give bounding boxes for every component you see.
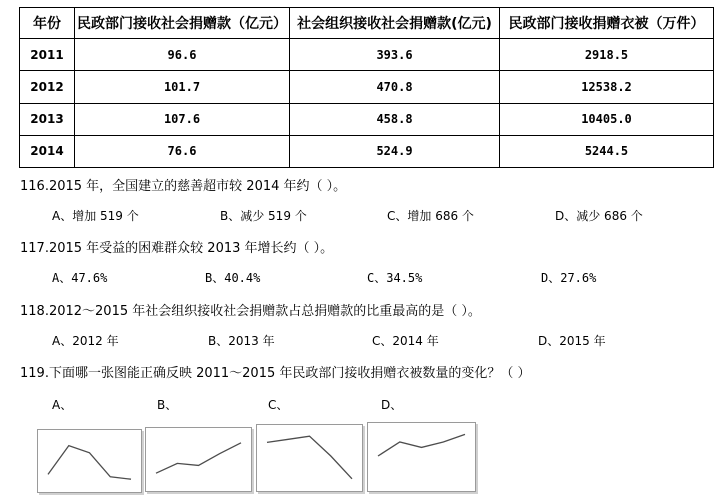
- option-a[interactable]: A、: [52, 398, 73, 412]
- option-c[interactable]: C、34.5%: [367, 271, 423, 285]
- table-cell: 470.8: [290, 71, 500, 103]
- mini-chart-c[interactable]: [256, 424, 363, 492]
- chart-line-c: [267, 436, 352, 479]
- data-table: [19, 7, 714, 168]
- mini-chart-a[interactable]: [37, 429, 142, 493]
- option-b[interactable]: B、2013 年: [208, 334, 275, 348]
- mini-chart-d[interactable]: [367, 422, 476, 492]
- table-row: [20, 71, 714, 103]
- mini-chart-b[interactable]: [145, 427, 252, 492]
- option-d[interactable]: D、: [381, 398, 403, 412]
- option-a[interactable]: A、增加 519 个: [52, 209, 139, 223]
- option-d[interactable]: D、2015 年: [538, 334, 606, 348]
- option-b[interactable]: B、40.4%: [205, 271, 261, 285]
- table-header-row: [20, 8, 714, 39]
- question-117: 117.2015 年受益的困难群众较 2013 年增长约（ ）。: [20, 241, 334, 256]
- header-civil-affairs-donations: 民政部门接收社会捐赠款（亿元）: [75, 8, 290, 39]
- option-a[interactable]: A、2012 年: [52, 334, 119, 348]
- option-c[interactable]: C、增加 686 个: [387, 209, 474, 223]
- option-b[interactable]: B、减少 519 个: [220, 209, 307, 223]
- option-d[interactable]: D、27.6%: [541, 271, 597, 285]
- table-cell: 2012: [20, 71, 75, 103]
- option-c[interactable]: C、: [268, 398, 289, 412]
- table-cell: 458.8: [290, 103, 500, 135]
- option-a[interactable]: A、47.6%: [52, 271, 108, 285]
- option-d[interactable]: D、减少 686 个: [555, 209, 643, 223]
- table-cell: 107.6: [75, 103, 290, 135]
- table-row: [20, 39, 714, 71]
- header-social-org-donations: 社会组织接收社会捐赠款(亿元): [290, 8, 500, 39]
- table-cell: 393.6: [290, 39, 500, 71]
- header-clothing-donations: 民政部门接收捐赠衣被（万件）: [500, 8, 714, 39]
- table-cell: 2013: [20, 103, 75, 135]
- option-b[interactable]: B、: [157, 398, 178, 412]
- table-cell: 96.6: [75, 39, 290, 71]
- table-cell: 524.9: [290, 135, 500, 167]
- question-118: 118.2012～2015 年社会组织接收社会捐赠款占总捐赠款的比重最高的是（ ）。: [20, 304, 481, 319]
- table-cell: 5244.5: [500, 135, 714, 167]
- table-row: [20, 135, 714, 167]
- question-116: 116.2015 年，全国建立的慈善超市较 2014 年约（ ）。: [20, 179, 347, 194]
- table-cell: 2918.5: [500, 39, 714, 71]
- header-year: 年份: [20, 8, 75, 39]
- chart-line-a: [48, 446, 131, 480]
- table-row: [20, 103, 714, 135]
- table-cell: 2014: [20, 135, 75, 167]
- chart-line-b: [156, 443, 241, 473]
- question-119: 119.下面哪一张图能正确反映 2011～2015 年民政部门接收捐赠衣被数量的变化？（ ）: [20, 366, 531, 381]
- option-c[interactable]: C、2014 年: [372, 334, 439, 348]
- table-cell: 10405.0: [500, 103, 714, 135]
- table-cell: 12538.2: [500, 71, 714, 103]
- table-cell: 2011: [20, 39, 75, 71]
- table-cell: 76.6: [75, 135, 290, 167]
- chart-line-d: [378, 434, 465, 456]
- table-cell: 101.7: [75, 71, 290, 103]
